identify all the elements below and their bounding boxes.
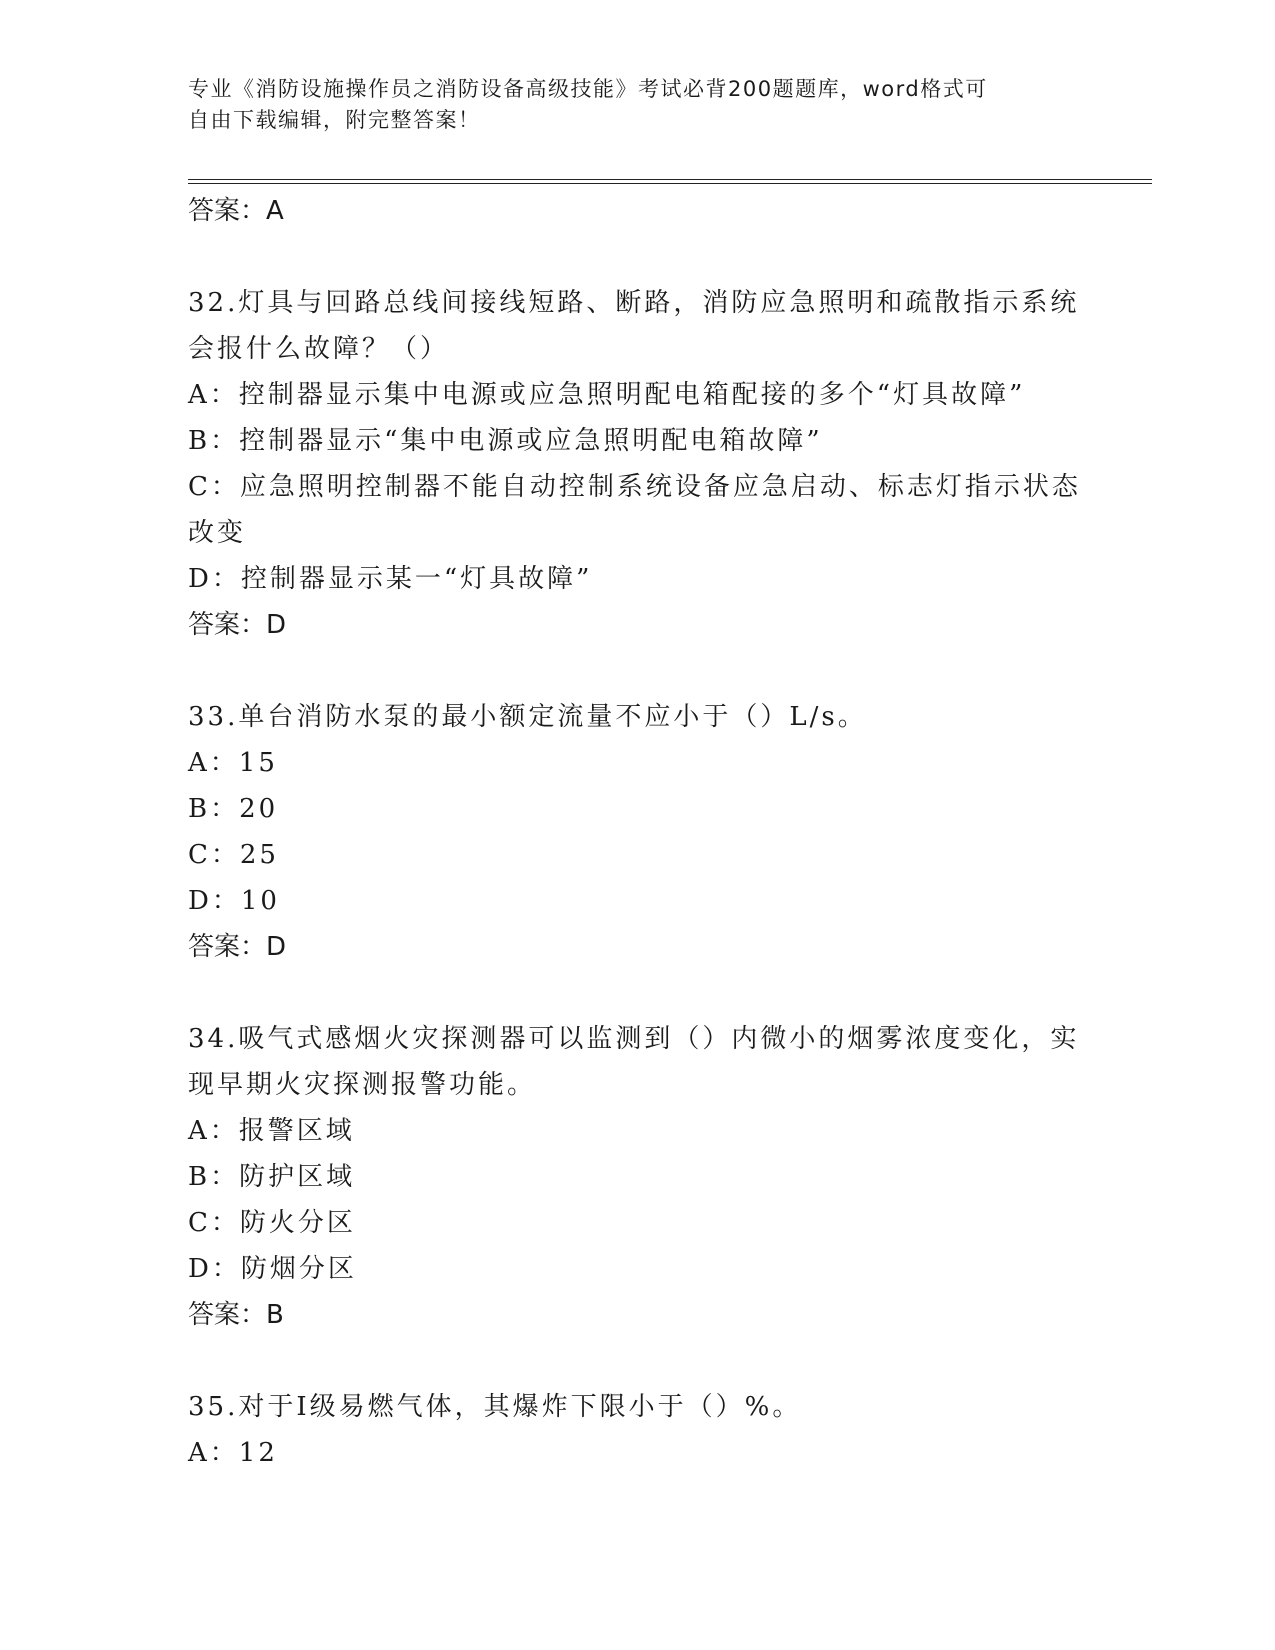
question-35 [188,1384,1088,1476]
option-a: A：15 [188,748,278,778]
header-divider-top [188,179,1152,180]
option-c: C：25 [188,840,279,870]
question-stem: 会报什么故障？（） [188,334,450,364]
option-b: B：20 [188,794,279,824]
option-b: B：控制器显示“集中电源或应急照明配电箱故障” [188,426,823,456]
question-stem: 32.灯具与回路总线间接线短路、断路，消防应急照明和疏散指示系统 [188,288,1080,318]
question-stem: 现早期火灾探测报警功能。 [188,1070,537,1100]
question-stem: 33.单台消防水泵的最小额定流量不应小于（）L/s。 [188,702,867,732]
question-34 [188,1016,1088,1338]
spacer [188,648,1088,694]
option-a: A：控制器显示集中电源或应急照明配电箱配接的多个“灯具故障” [188,380,1026,410]
spacer [188,234,1088,280]
spacer [188,1338,1088,1384]
header-line-2: 自由下载编辑，附完整答案！ [188,108,481,132]
question-stem: 34.吸气式感烟火灾探测器可以监测到（）内微小的烟雾浓度变化，实 [188,1024,1080,1054]
question-list [188,188,1088,1476]
option-a: A：12 [188,1438,278,1468]
option-c: C：防火分区 [188,1208,356,1238]
spacer [188,970,1088,1016]
option-d: D：10 [188,886,280,916]
option-d: D：防烟分区 [188,1254,357,1284]
answer: 答案：D [188,932,287,962]
option-c: C：应急照明控制器不能自动控制系统设备应急启动、标志灯指示状态 [188,472,1081,502]
question-33 [188,694,1088,970]
answer: 答案：D [188,610,287,640]
answer: 答案：B [188,1300,284,1330]
question-stem: 35.对于Ⅰ级易燃气体，其爆炸下限小于（）%。 [188,1392,802,1422]
option-b: B：防护区域 [188,1162,356,1192]
previous-answer: 答案：A [188,196,284,226]
option-d: D：控制器显示某一“灯具故障” [188,564,593,594]
document-header [188,74,1068,136]
question-32 [188,280,1088,648]
header-divider-bottom [188,183,1152,184]
option-a: A：报警区域 [188,1116,355,1146]
option-c-continued: 改变 [188,518,247,548]
header-line-1: 专业《消防设施操作员之消防设备高级技能》考试必背200题题库，word格式可 [188,77,988,101]
